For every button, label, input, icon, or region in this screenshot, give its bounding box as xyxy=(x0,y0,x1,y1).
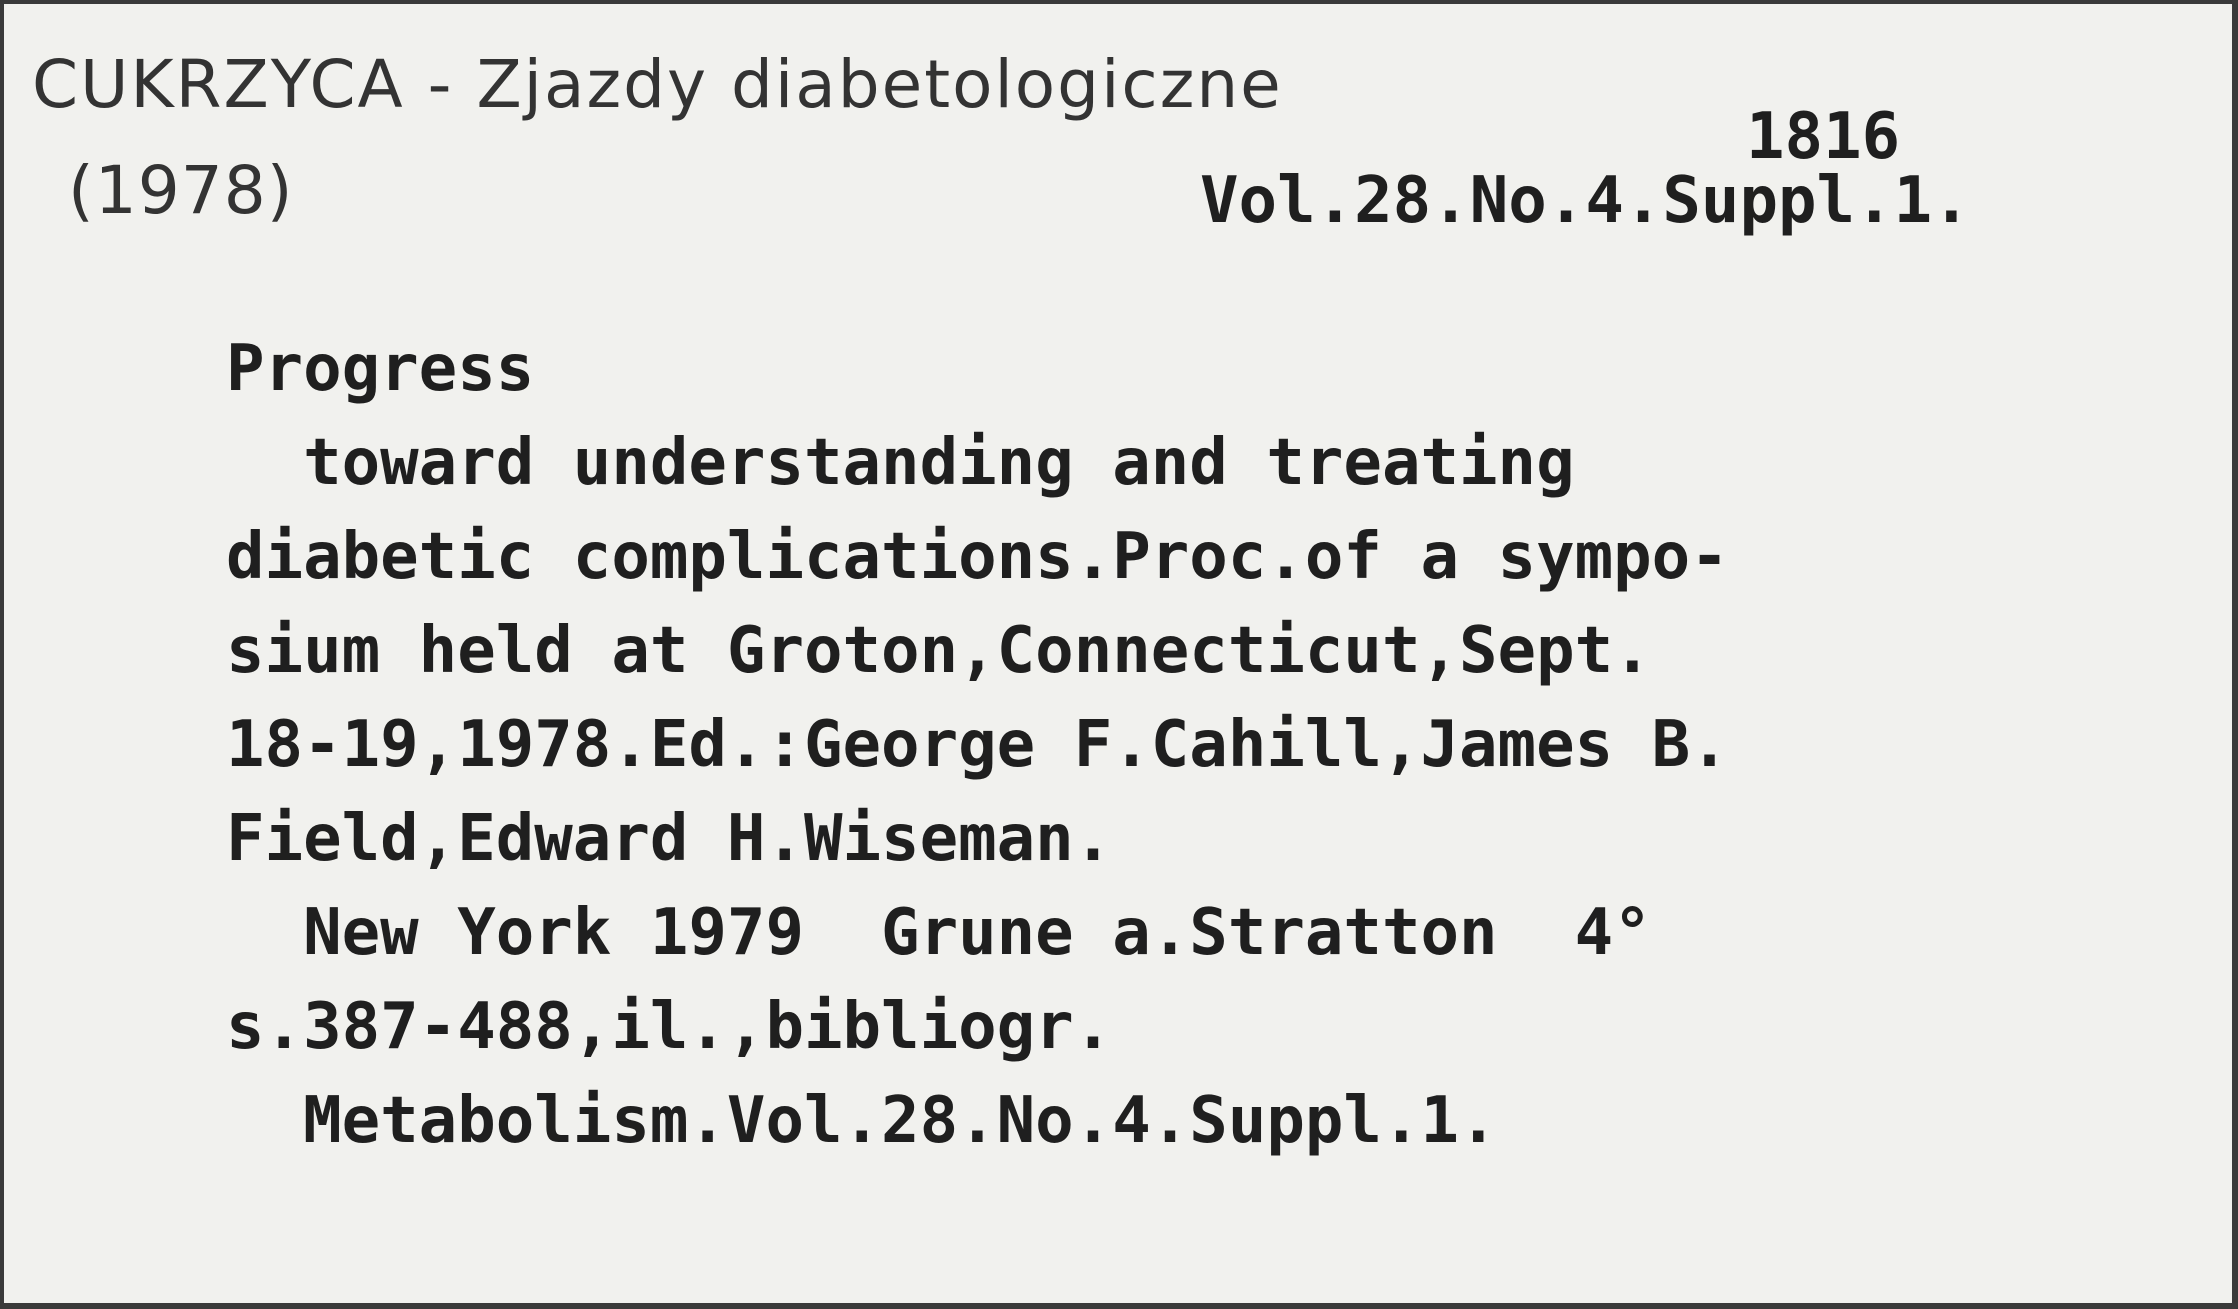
subject-heading: CUKRZYCA - Zjazdy diabetologiczne xyxy=(32,46,1283,123)
entry-line: toward understanding and treating xyxy=(226,426,1575,500)
entry-line-series: Metabolism.Vol.28.No.4.Suppl.1. xyxy=(226,1084,1498,1158)
entry-line-pagination: s.387-488,il.,bibliogr. xyxy=(226,990,1113,1064)
entry-line: 18-19,1978.Ed.:George F.Cahill,James B. xyxy=(226,708,1729,782)
bibliographic-entry xyxy=(226,322,1729,1168)
entry-line-title: Progress xyxy=(226,332,535,406)
entry-line: diabetic complications.Proc.of a sympo- xyxy=(226,520,1729,594)
entry-line: Field,Edward H.Wiseman. xyxy=(226,802,1113,876)
shelfmark-number: 1816 xyxy=(1746,100,1901,174)
entry-line: sium held at Groton,Connecticut,Sept. xyxy=(226,614,1652,688)
year-note: (1978) xyxy=(68,152,294,229)
entry-line-imprint: New York 1979 Grune a.Stratton 4° xyxy=(226,896,1652,970)
volume-reference: Vol.28.No.4.Suppl.1. xyxy=(1200,164,1971,238)
